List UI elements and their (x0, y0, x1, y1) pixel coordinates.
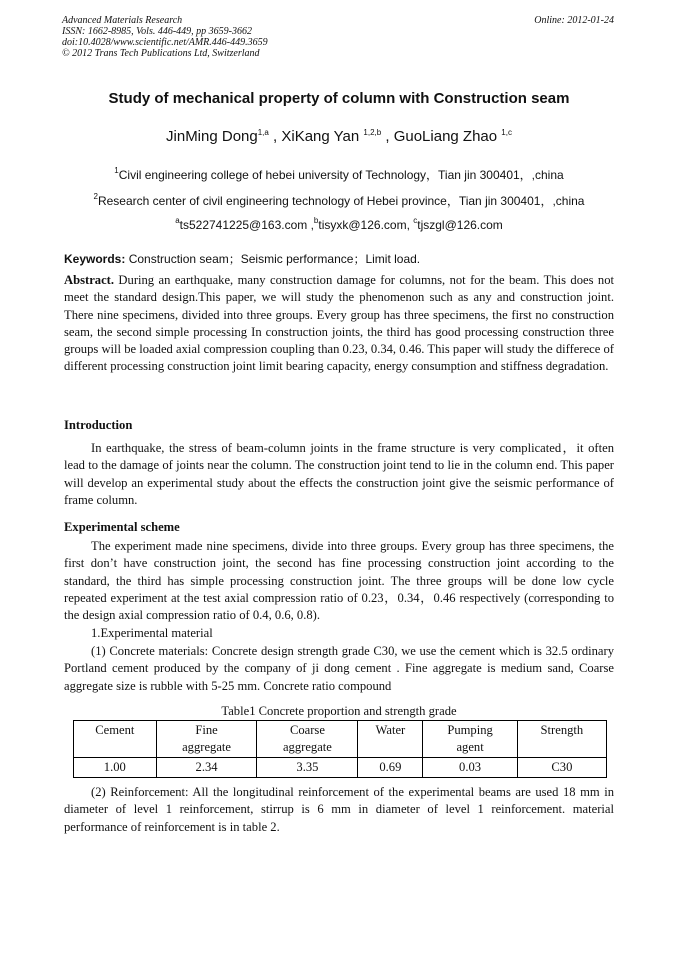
email-sup: a (175, 216, 180, 225)
affiliation-2 (40, 192, 638, 209)
email-sup: b (313, 216, 319, 225)
header-line: aggregate (282, 740, 332, 754)
issn-line: ISSN: 1662-8985, Vols. 446-449, pp 3659-3662 (62, 26, 252, 37)
table-cell: 2.34 (156, 758, 257, 778)
doi-line: doi:10.4028/www.scientific.net/AMR.446-449.3659 (62, 37, 268, 48)
table-cell: 3.35 (257, 758, 358, 778)
table-cell: 1.00 (74, 758, 157, 778)
author-sup: 1,a (257, 128, 269, 137)
concrete-proportion-table (73, 720, 607, 778)
table-row (74, 758, 607, 778)
affiliation-1 (40, 166, 638, 183)
affiliation-sup: 1 (114, 166, 119, 175)
experimental-material-heading: 1.Experimental material (91, 626, 213, 640)
table-cell: 0.69 (358, 758, 423, 778)
header-line: aggregate (182, 740, 232, 754)
header-line: Fine (195, 723, 218, 737)
author-name: GuoLiang Zhao (393, 128, 498, 145)
email-sup: c (413, 216, 418, 225)
keywords-text: Construction seam；Seismic performance；Limit load. (125, 252, 421, 266)
keywords (64, 250, 420, 267)
email: ts522741225@163.com , (179, 218, 314, 232)
introduction-heading: Introduction (64, 418, 133, 432)
table-header-cell (358, 721, 423, 758)
introduction-text: In earthquake, the stress of beam-column joints in the frame structure is very complicated，it often lead to the damage of joints near the column. The construction joint tend to lie in the column end. This paper will develop an experimental study about the effects the construction joint give the seismic performance of frame column. (64, 441, 614, 507)
author-sup: 1,c (501, 128, 512, 137)
experimental-paragraph-reinforcement: (2) Reinforcement: All the longitudinal reinforcement of the experimental beams are used 18 mm in diameter of level 1 reinforcement, stirrup is 6 mm in diameter of level 1 reinforcement. material performance of reinforcement is in table 2. (64, 785, 614, 834)
header-line: Coarse (289, 723, 325, 737)
email-line (40, 216, 638, 232)
affiliation-text: Civil engineering college of hebei university of Technology，Tian jin 300401，,china (118, 168, 564, 182)
journal-name: Advanced Materials Research (62, 15, 183, 26)
author-name: XiKang Yan (281, 128, 360, 145)
keywords-label: Keywords: (64, 252, 126, 266)
journal-meta (62, 15, 268, 59)
author-sup: 1,2,b (363, 128, 382, 137)
copyright-line: © 2012 Trans Tech Publications Ltd, Switzerland (62, 48, 260, 59)
affiliation-text: Research center of civil engineering technology of Hebei province，Tian jin 300401，,china (97, 194, 585, 208)
table-header-row (74, 721, 607, 758)
affiliation-sup: 2 (93, 192, 98, 201)
table-cell: C30 (517, 758, 606, 778)
table-header-cell (517, 721, 606, 758)
experimental-heading: Experimental scheme (64, 520, 180, 534)
author-name: JinMing Dong (166, 128, 258, 145)
email: tjszgl@126.com (417, 218, 503, 232)
email: tisyxk@126.com, (318, 218, 414, 232)
paper-title: Study of mechanical property of column with Construction seam (108, 90, 570, 107)
author-list: JinMing Dong$^{1,a}$ , XiKang Yan $^{1,2,b}$ , GuoLiang Zhao $^{1,c}$ (166, 128, 512, 145)
table-cell: 0.03 (423, 758, 517, 778)
table1-caption: Table1 Concrete proportion and strength grade (221, 704, 457, 718)
abstract (64, 272, 614, 376)
header-line: agent (456, 740, 484, 754)
online-date: Online: 2012-01-24 (534, 15, 614, 26)
header-line: Strength (540, 723, 584, 737)
experimental-paragraph-concrete: (1) Concrete materials: Concrete design strength grade C30, we use the cement which is 32.5 ordinary Portland cement produced by the company of ji dong cement . Fine aggregate is medium sand, Coarse aggregate size is rubble with 5-25 mm. Concrete ratio compound (64, 644, 614, 693)
abstract-text: During an earthquake, many construction damage for columns, not for the beam. This does not meet the standard design.This paper, we will study the phenomenon such as any and construction joint. There nine specimens, divided into three groups. Every group has three specimens, the first no construction seam, the second simple processing In construction joints, the third has good processing construction three groups will be loaded axial compression coupling than 0.23, 0.34, 0.46. This paper will study the differece of different processing construction joint limit bearing capacity, energy consumption and stiffness degradation. (64, 273, 614, 374)
header-line: Cement (95, 723, 135, 737)
abstract-label: Abstract. (64, 273, 115, 287)
table-header-cell (156, 721, 257, 758)
table-header-cell (423, 721, 517, 758)
table-header-cell (74, 721, 157, 758)
header-line: Pumping (447, 723, 493, 737)
experimental-paragraph-1: The experiment made nine specimens, divide into three groups. Every group has three specimens, the first don’t have construction joint, the second has fine processing construction joint according to the standard, the third has simple processing construction joint. The three groups will be done low cycle repeated experiment at the test axial compression ratio of 0.23，0.34，0.46 respectively (corresponding to the design axial compression ratio of 0.4, 0.6, 0.8). (64, 539, 614, 623)
table-header-cell (257, 721, 358, 758)
header-line: Water (375, 723, 406, 737)
